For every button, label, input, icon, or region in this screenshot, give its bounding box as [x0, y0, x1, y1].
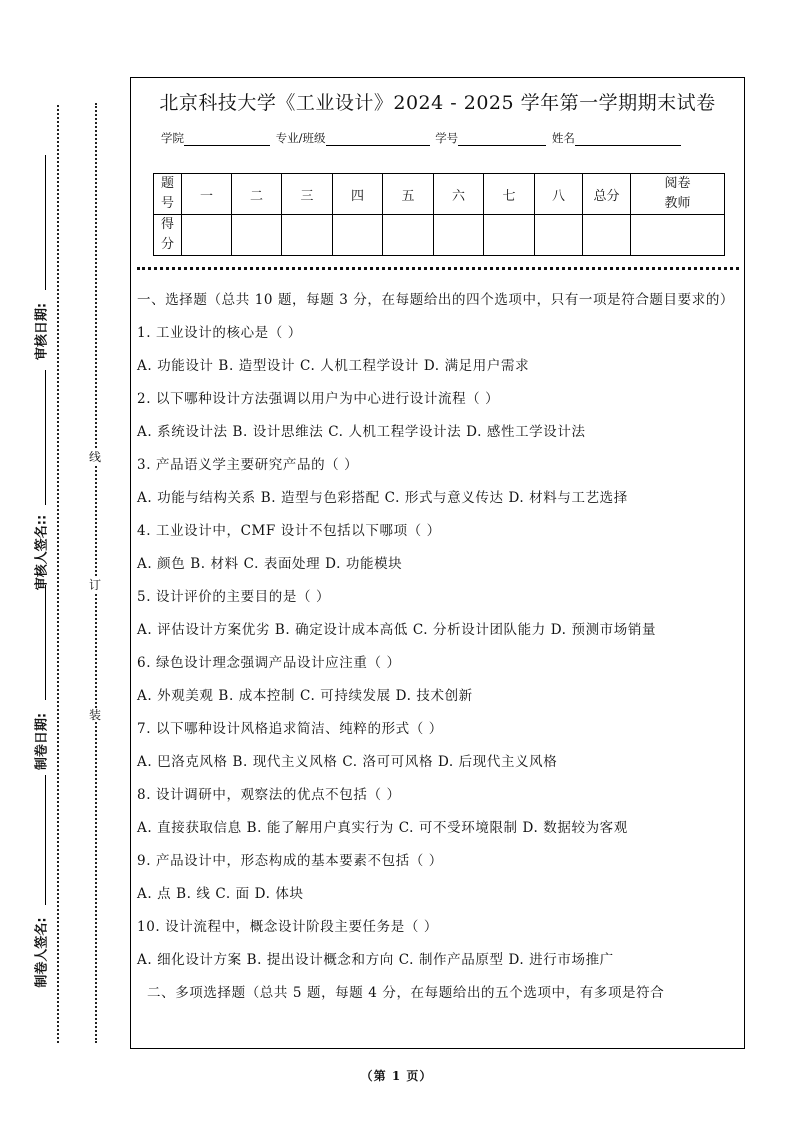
score-cell-1[interactable]	[182, 215, 232, 256]
question-stem: 6. 绿色设计理念强调产品设计应注重（ ）	[137, 655, 401, 671]
col-header-total: 总分	[583, 174, 631, 215]
grader-cell[interactable]	[631, 215, 725, 256]
question-stem: 10. 设计流程中，概念设计阶段主要任务是（ ）	[137, 919, 438, 935]
col-header-6: 六	[434, 174, 484, 215]
questions-body	[137, 290, 741, 1004]
score-cell-5[interactable]	[383, 215, 434, 256]
question-stem: 7. 以下哪种设计风格追求简洁、纯粹的形式（ ）	[137, 721, 443, 737]
major-field[interactable]	[326, 133, 430, 146]
col-header-4: 四	[333, 174, 383, 215]
binding-char-fold: 装	[88, 708, 101, 722]
score-cell-2[interactable]	[232, 215, 282, 256]
binding-dotted-line	[95, 103, 97, 1043]
page-number: （第 1 页）	[360, 1069, 433, 1083]
score-cell-4[interactable]	[333, 215, 383, 256]
question-options: A. 功能设计 B. 造型设计 C. 人机工程学设计 D. 满足用户需求	[137, 358, 530, 374]
question-options: A. 系统设计法 B. 设计思维法 C. 人机工程学设计法 D. 感性工学设计法	[137, 424, 586, 440]
col-header-1: 一	[182, 174, 232, 215]
section2-heading: 二、多项选择题（总共 5 题，每题 4 分，在每题给出的五个选项中，有多项是符合	[147, 985, 665, 1001]
score-cell-7[interactable]	[484, 215, 535, 256]
question-options: A. 细化设计方案 B. 提出设计概念和方向 C. 制作产品原型 D. 进行市场推广	[137, 952, 614, 968]
binding-char-staple: 订	[88, 578, 101, 592]
question-stem: 9. 产品设计中，形态构成的基本要素不包括（ ）	[137, 853, 443, 869]
grader-label: 阅卷 教师	[631, 174, 725, 215]
question-stem: 3. 产品语义学主要研究产品的（ ）	[137, 457, 359, 473]
question-stem: 5. 设计评价的主要目的是（ ）	[137, 589, 331, 605]
question-stem: 8. 设计调研中，观察法的优点不包括（ ）	[137, 787, 401, 803]
col-header-2: 二	[232, 174, 282, 215]
col-header-8: 八	[535, 174, 583, 215]
name-label: 姓名	[551, 131, 575, 145]
exam-frame	[130, 77, 745, 1049]
college-label: 学院	[161, 131, 184, 145]
question-number-label: 题 号	[154, 174, 182, 215]
maker-sign-label: 制卷人签名:	[34, 917, 50, 988]
binding-char-line: 线	[88, 450, 101, 464]
score-cell-3[interactable]	[282, 215, 333, 256]
question-options: A. 直接获取信息 B. 能了解用户真实行为 C. 可不受环境限制 D. 数据较为客观	[137, 820, 628, 836]
outer-dotted-line	[57, 105, 59, 1043]
question-options: A. 外观美观 B. 成本控制 C. 可持续发展 D. 技术创新	[137, 688, 473, 704]
maker-date-line[interactable]	[45, 585, 46, 700]
score-cell-total[interactable]	[583, 215, 631, 256]
question-options: A. 颜色 B. 材料 C. 表面处理 D. 功能模块	[137, 556, 403, 572]
reviewer-date-line[interactable]	[45, 155, 46, 290]
college-field[interactable]	[184, 133, 270, 146]
score-table-header-row	[154, 174, 725, 215]
name-field[interactable]	[575, 133, 681, 146]
student-id-field[interactable]	[458, 133, 546, 146]
maker-sign-line[interactable]	[45, 775, 46, 905]
question-options: A. 功能与结构关系 B. 造型与色彩搭配 C. 形式与意义传达 D. 材料与工艺选择	[137, 490, 628, 506]
col-header-7: 七	[484, 174, 535, 215]
question-stem: 2. 以下哪种设计方法强调以用户为中心进行设计流程（ ）	[137, 391, 500, 407]
col-header-5: 五	[383, 174, 434, 215]
reviewer-sign-label: 审核人签名::	[34, 514, 50, 591]
student-id-label: 学号	[435, 131, 459, 145]
question-stem: 4. 工业设计中，CMF 设计不包括以下哪项（ ）	[137, 523, 441, 539]
col-header-3: 三	[282, 174, 333, 215]
student-info-row	[161, 130, 683, 146]
score-cell-8[interactable]	[535, 215, 583, 256]
section-separator	[137, 267, 739, 270]
question-options: A. 巴洛克风格 B. 现代主义风格 C. 洛可可风格 D. 后现代主义风格	[137, 754, 558, 770]
question-options: A. 点 B. 线 C. 面 D. 体块	[137, 886, 304, 902]
score-label: 得 分	[154, 215, 182, 256]
exam-title: 北京科技大学《工业设计》2024 - 2025 学年第一学期期末试卷	[159, 92, 716, 114]
question-stem: 1. 工业设计的核心是（ ）	[137, 325, 302, 341]
reviewer-date-label: 审核日期:	[34, 302, 50, 361]
maker-date-label: 制卷日期:	[34, 712, 50, 771]
score-table-score-row	[154, 215, 725, 256]
question-options: A. 评估设计方案优劣 B. 确定设计成本高低 C. 分析设计团队能力 D. 预测市场销量	[137, 622, 657, 638]
major-label: 专业/班级	[275, 131, 326, 145]
section1-heading: 一、选择题（总共 10 题，每题 3 分，在每题给出的四个选项中，只有一项是符合题目要求的）	[137, 292, 735, 308]
reviewer-sign-line[interactable]	[45, 370, 46, 505]
score-table	[153, 173, 725, 256]
score-cell-6[interactable]	[434, 215, 484, 256]
